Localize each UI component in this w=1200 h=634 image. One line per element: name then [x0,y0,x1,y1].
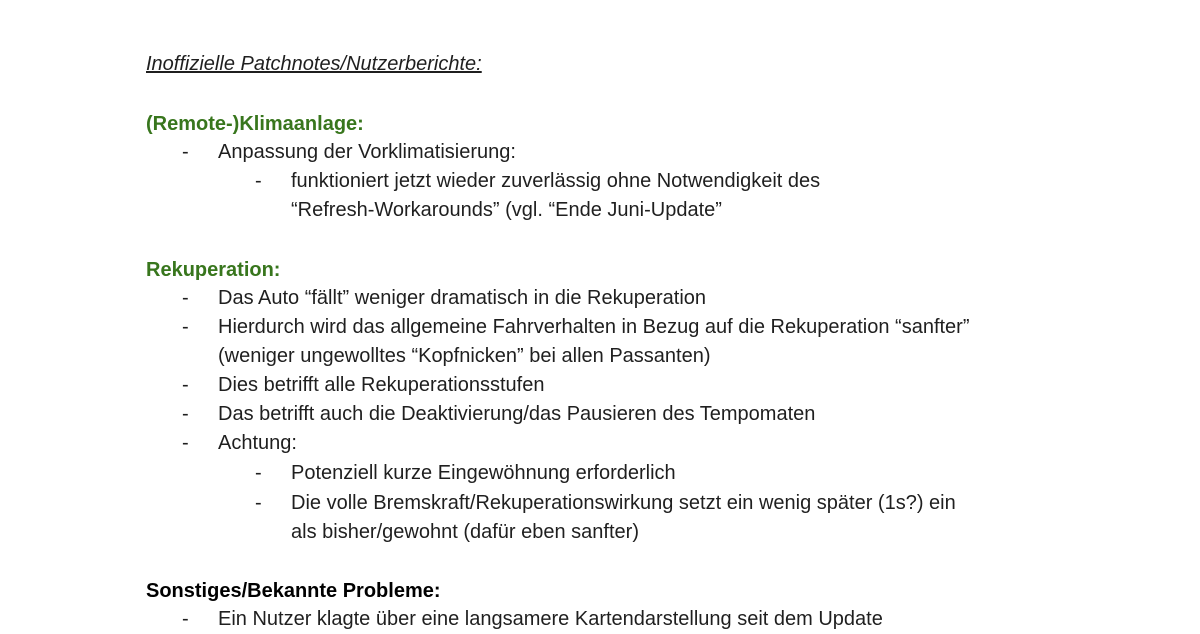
list-item-text: als bisher/gewohnt (dafür eben sanfter) [291,521,639,543]
bullet-dash: - [182,403,189,425]
list-item-text: (weniger ungewolltes “Kopfnicken” bei allen Passanten) [218,345,711,367]
section-heading-rekuperation: Rekuperation: [146,259,281,281]
list-item-text: Das Auto “fällt” weniger dramatisch in die Rekuperation [218,287,707,309]
list-item-text: “Refresh-Workarounds” (vgl. “Ende Juni-Update” [291,199,722,221]
bullet-dash: - [182,432,189,454]
list-item-text: funktioniert jetzt wieder zuverlässig ohne Notwendigkeit des [291,170,821,192]
section-heading-klimaanlage: (Remote-)Klimaanlage: [146,113,364,135]
list-item-text: Hierdurch wird das allgemeine Fahrverhalten in Bezug auf die Rekuperation “sanfter” [218,316,970,338]
bullet-dash: - [182,141,189,163]
list-item-text: Die volle Bremskraft/Rekuperationswirkung setzt ein wenig später (1s?) ein [291,492,956,514]
list-item-text: Das betrifft auch die Deaktivierung/das Pausieren des Tempomaten [218,403,816,425]
bullet-dash: - [182,374,189,396]
bullet-dash: - [182,287,189,309]
list-item-text: Anpassung der Vorklimatisierung: [218,141,516,163]
section-heading-sonstiges: Sonstiges/Bekannte Probleme: [146,580,441,602]
bullet-dash: - [255,170,262,192]
list-item-text: Potenziell kurze Eingewöhnung erforderlich [291,462,676,484]
list-item-text: Ein Nutzer klagte über eine langsamere Kartendarstellung seit dem Update [218,608,883,630]
bullet-dash: - [255,462,262,484]
list-item-text: Dies betrifft alle Rekuperationsstufen [218,374,545,396]
document-title: Inoffizielle Patchnotes/Nutzerberichte: [146,53,482,75]
bullet-dash: - [182,316,189,338]
list-item-text: Achtung: [218,432,297,454]
bullet-dash: - [255,492,262,514]
bullet-dash: - [182,608,189,630]
